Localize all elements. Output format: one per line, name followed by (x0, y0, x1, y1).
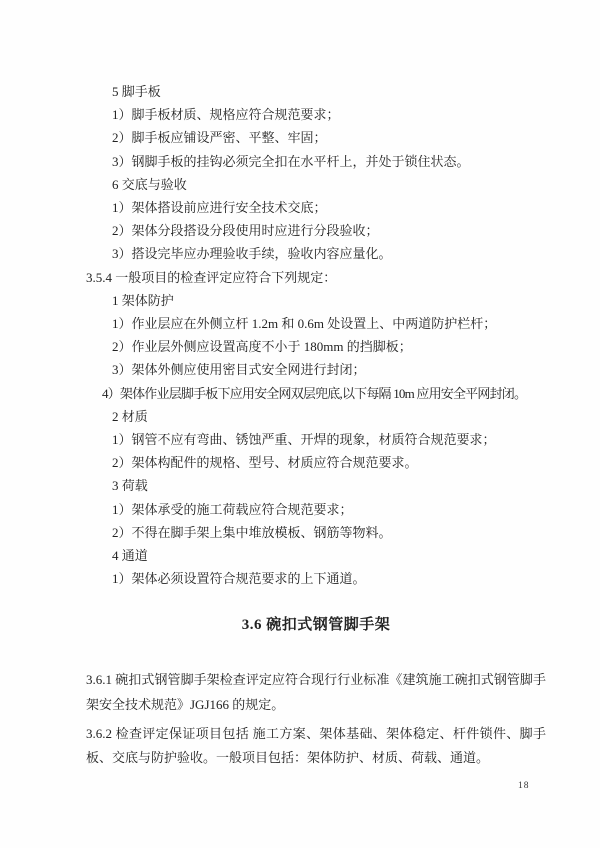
list-item-line: 3）架体外侧应使用密目式安全网进行封闭； (112, 362, 366, 378)
list-item-line: 1）架体必须设置符合规范要求的上下通道。 (112, 571, 366, 587)
list-item-line: 3 荷载 (112, 478, 148, 494)
section-heading: 3.6 碗扣式钢管脚手架 (241, 617, 391, 634)
list-item-line: 2）不得在脚手架上集中堆放模板、钢筋等物料。 (112, 524, 392, 540)
list-item-line: 1）钢管不应有弯曲、锈蚀严重、开焊的现象，材质符合规范要求； (112, 432, 496, 448)
list-item-line: 2）架体分段搭设分段使用时应进行分段验收； (112, 223, 379, 239)
clause-line: 3.5.4 一般项目的检查评定应符合下列规定： (86, 269, 337, 285)
list-item-line: 1）架体承受的施工荷载应符合规范要求； (112, 501, 353, 517)
list-item-line: 2）架体构配件的规格、型号、材质应符合规范要求。 (112, 455, 418, 471)
clause-paragraph: 3.6.2 检查评定保证项目包括 施工方案、架体基础、架体稳定、杆件锁件、脚手板、交底与防护验收。一般项目包括：架体防护、材质、荷载、通道。 (86, 725, 546, 766)
list-item-line: 4 通道 (112, 548, 148, 564)
list-item-line: 1）作业层应在外侧立杆 1.2m 和 0.6m 处设置上、中两道防护栏杆； (112, 316, 497, 332)
list-item-line: 5 脚手板 (112, 84, 161, 99)
list-item-line: 1）架体搭设前应进行安全技术交底； (112, 200, 327, 216)
list-item-line: 2）脚手板应铺设严密、平整、牢固； (112, 130, 327, 146)
clause-paragraph: 3.6.1 碗扣式钢管脚手架检查评定应符合现行行业标准《建筑施工碗扣式钢管脚手架安全技术规范》JGJ166 的规定。 (86, 672, 546, 713)
list-item-line: 1 架体防护 (112, 292, 174, 308)
list-item-line: 3）搭设完毕应办理验收手续，验收内容应量化。 (112, 246, 392, 262)
list-item-line: 3）钢脚手板的挂钩必须完全扣在水平杆上，并处于锁住状态。 (112, 153, 470, 169)
page-number: 18 (518, 781, 530, 791)
list-item-line: 2 材质 (112, 408, 148, 424)
list-item-line: 1）脚手板材质、规格应符合规范要求； (112, 107, 340, 123)
list-item-line: 4）架体作业层脚手板下应用安全网双层兜底,以下每隔 10m 应用安全平网封闭。 (102, 385, 527, 401)
document-content (86, 80, 546, 771)
list-item-line: 6 交底与验收 (112, 176, 187, 192)
list-item-line: 2）作业层外侧应设置高度不小于 180mm 的挡脚板； (112, 339, 412, 355)
